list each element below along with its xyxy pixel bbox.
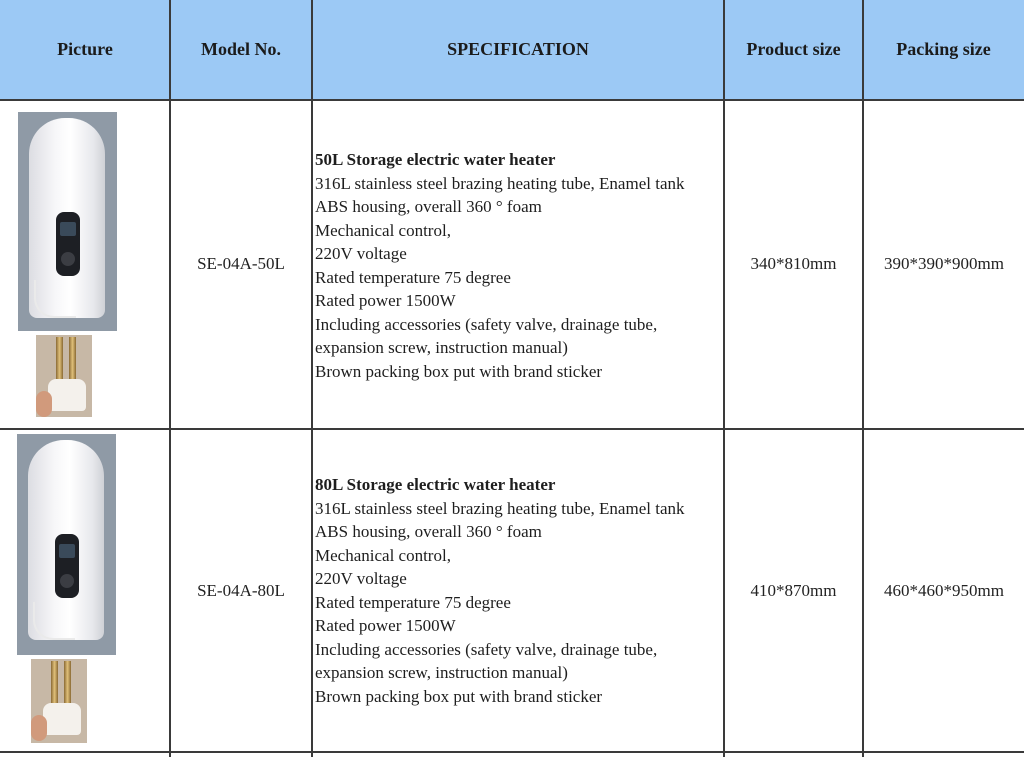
specification-text	[315, 473, 723, 708]
header-specification: SPECIFICATION	[447, 39, 589, 59]
header-product-size: Product size	[746, 39, 841, 59]
spec-line: Brown packing box put with brand sticker	[315, 361, 603, 381]
model-number: SE-04A-50L	[197, 254, 285, 273]
spec-line: ABS housing, overall 360 ° foam	[315, 522, 542, 541]
safety-valve-photo	[36, 335, 92, 417]
spec-line: Mechanical control,	[315, 220, 451, 240]
spec-line: 316L stainless steel brazing heating tube, Enamel tank	[315, 173, 685, 193]
spec-line: ABS housing, overall 360 ° foam	[315, 197, 542, 216]
spec-line: Brown packing box put with brand sticker	[315, 686, 603, 706]
spec-line: expansion screw, instruction manual)	[315, 663, 568, 682]
water-heater-photo	[18, 112, 117, 331]
packing-size: 460*460*950mm	[884, 580, 1004, 600]
spec-line: Rated temperature 75 degree	[315, 592, 511, 612]
spec-line: Rated temperature 75 degree	[315, 267, 511, 287]
product-size: 410*870mm	[750, 580, 837, 600]
header-packing-size: Packing size	[896, 39, 991, 59]
spec-line: expansion screw, instruction manual)	[315, 338, 568, 357]
water-heater-photo	[17, 434, 116, 655]
spec-line: Rated power 1500W	[315, 291, 456, 310]
row-divider	[0, 751, 1024, 753]
column-divider	[311, 0, 313, 757]
packing-size: 390*390*900mm	[884, 254, 1004, 273]
product-size: 340*810mm	[750, 254, 837, 273]
spec-line: Including accessories (safety valve, drainage tube,	[315, 314, 658, 334]
header-picture: Picture	[57, 39, 113, 59]
spec-line: 220V voltage	[315, 569, 407, 588]
spec-line: 316L stainless steel brazing heating tube, Enamel tank	[315, 498, 685, 518]
specification-text	[315, 148, 723, 383]
spec-line: 220V voltage	[315, 244, 407, 263]
spec-title: 80L Storage electric water heater	[315, 475, 556, 494]
spec-title: 50L Storage electric water heater	[315, 150, 556, 169]
spec-line: Including accessories (safety valve, drainage tube,	[315, 639, 658, 659]
spec-line: Rated power 1500W	[315, 616, 456, 635]
safety-valve-photo	[31, 659, 87, 743]
header-model-no: Model No.	[201, 39, 281, 59]
model-number: SE-04A-80L	[197, 580, 285, 600]
spec-line: Mechanical control,	[315, 545, 451, 565]
